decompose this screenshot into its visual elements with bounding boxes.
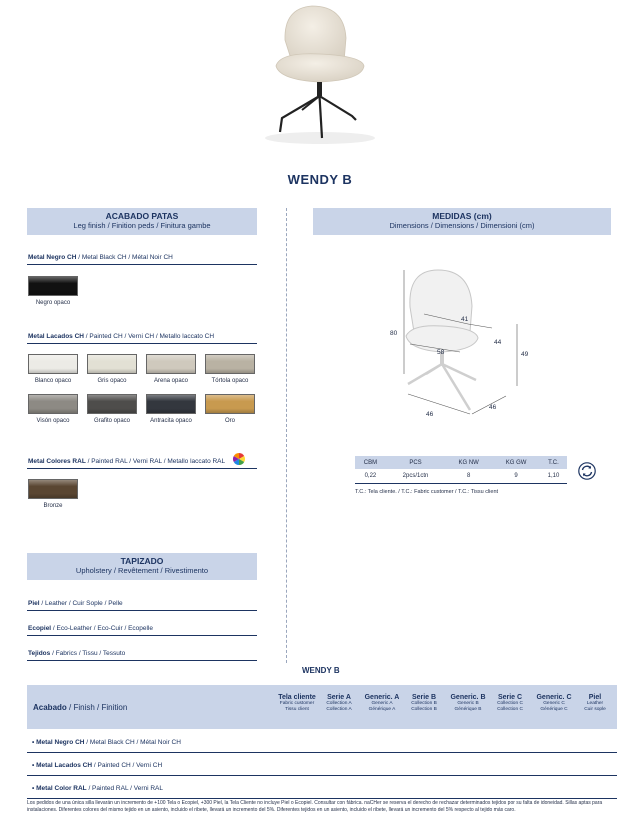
upholstery-subtitle: Upholstery / Revêtement / Rivestimento — [75, 566, 209, 575]
finish-group-rule — [27, 468, 257, 469]
finish-group-rule — [27, 264, 257, 265]
col-piel: Piel Leather Cuir sople — [584, 694, 606, 712]
finish-group-rule — [27, 343, 257, 344]
leg-finish-subtitle: Leg finish / Finition peds / Finitura gambe — [73, 221, 211, 230]
spec-cell: 2pcs/1ctn — [386, 469, 445, 483]
spec-header: T.C. — [540, 456, 567, 469]
col-generic-b: Generic. B Generic B Générique B — [450, 694, 486, 712]
price-row-painted: • Metal Lacados CH / Painted CH / Verni CH — [27, 754, 617, 776]
price-row-ral: • Metal Color RAL / Painted RAL / Verni RAL — [27, 777, 617, 799]
swatch-label: Blanco opaco — [34, 378, 72, 384]
swatch-label: Visón opaco — [36, 418, 70, 424]
spec-table — [355, 456, 567, 484]
col-tela-cliente: Tela cliente Fabric customer Tissu client — [278, 694, 316, 712]
upholstery-fabrics: Tejidos / Fabrics / Tissu / Tessuto — [28, 650, 126, 657]
col-serie-a: Serie A Collection A Collection A — [326, 694, 352, 712]
swatch-label: Tórtola opaco — [211, 378, 249, 384]
col-serie-c: Serie C Collection C Collection C — [497, 694, 523, 712]
swatch-gris-opaco[interactable] — [87, 354, 137, 374]
spec-cell: 0,22 — [355, 469, 386, 483]
swatch-label: Antracita opaco — [150, 418, 192, 424]
color-wheel-icon — [232, 452, 246, 466]
swatch-arena-opaco[interactable] — [146, 354, 196, 374]
upholstery-header — [27, 553, 257, 580]
dim-height: 80 — [390, 330, 398, 337]
price-table-header — [27, 685, 617, 729]
upholstery-rule — [27, 635, 257, 636]
finish-group-title-ral: Metal Colores RAL / Painted RAL / Verni RAL / Metallo laccato RAL — [28, 458, 226, 465]
finish-group-title-painted: Metal Lacados CH / Painted CH / Verni CH / Metallo laccato CH — [28, 333, 215, 340]
swatch-label: Grafito opaco — [93, 418, 131, 424]
dimensions-title: MEDIDAS (cm) — [432, 211, 492, 221]
spec-row — [355, 469, 567, 483]
footnote: Los pedidos de una única silla llevarán un incremento de +100 Tela o Ecopiel, +300 Piel, la Tela Cliente no incluye Piel o Ecopiel. Consultar con fábrica. naCHer se reserva el derecho de rechazar determinados tejidos por su falta de idoneidad. Sillas aptas para instalaciones. Diferentes colores del mismo tejido en un asiento, incluido el ribete, llevará un incremento del 5%. Diferentes tejidos en un asiento, incluido el ribete, llevará un incremento del 5% respecto al tejido más caro. — [27, 800, 603, 813]
col-generic-a: Generic. A Generic A Générique A — [364, 694, 400, 712]
finish-column-label: Acabado / Finish / Finition — [33, 703, 128, 712]
dim-base-depth: 46 — [489, 404, 497, 411]
spec-header: KG GW — [492, 456, 540, 469]
swivel-icon — [578, 462, 596, 480]
swatch-bronze[interactable] — [28, 479, 78, 499]
dim-base-width: 46 — [426, 411, 434, 418]
product-name: WENDY B — [287, 172, 353, 187]
dimensions-header — [313, 208, 611, 235]
dimensions-subtitle: Dimensions / Dimensions / Dimensioni (cm) — [389, 221, 535, 230]
dim-width-top: 41 — [461, 316, 469, 323]
swatch-label: Arena opaco — [153, 378, 189, 384]
col-generic-c: Generic. C Generic C Générique C — [536, 694, 572, 712]
swatch-label: Oro — [224, 418, 235, 424]
spec-header-row — [355, 456, 567, 469]
price-table-title: WENDY B — [302, 666, 340, 675]
spec-cell: 9 — [492, 469, 540, 483]
swatch-label: Negro opaco — [35, 300, 71, 306]
upholstery-eco-leather: Ecopiel / Eco-Leather / Eco-Cuir / Ecopelle — [28, 625, 154, 632]
dim-depth-top: 44 — [494, 339, 502, 346]
dimension-drawing — [380, 262, 540, 427]
upholstery-title: TAPIZADO — [120, 556, 164, 566]
swatch-negro-opaco[interactable] — [28, 276, 78, 296]
upholstery-leather: Piel / Leather / Cuir Sople / Pelle — [28, 600, 123, 607]
product-photo — [240, 0, 400, 150]
spec-cell: 1,10 — [540, 469, 567, 483]
swatch-grafito-opaco[interactable] — [87, 394, 137, 414]
spec-cell: 8 — [445, 469, 492, 483]
tc-note: T.C.: Tela cliente. / T.C.: Fabric customer / T.C.: Tissu client — [355, 489, 499, 495]
swatch-oro[interactable] — [205, 394, 255, 414]
upholstery-rule — [27, 610, 257, 611]
price-row-black: • Metal Negro CH / Metal Black CH / Métal Noir CH — [27, 731, 617, 753]
finish-group-title-black: Metal Negro CH / Metal Black CH / Métal Noir CH — [28, 254, 173, 261]
upholstery-rule — [27, 660, 257, 661]
spec-header: PCS — [386, 456, 445, 469]
swatch-label: Bronze — [43, 503, 63, 509]
leg-finish-title: ACABADO PATAS — [105, 211, 179, 221]
swatch-antracita-opaco[interactable] — [146, 394, 196, 414]
leg-finish-header — [27, 208, 257, 235]
swatch-blanco-opaco[interactable] — [28, 354, 78, 374]
column-divider — [286, 208, 287, 663]
spec-header: KG NW — [445, 456, 492, 469]
swatch-tortola-opaco[interactable] — [205, 354, 255, 374]
swatch-vison-opaco[interactable] — [28, 394, 78, 414]
spec-header: CBM — [355, 456, 386, 469]
dim-seat-height: 49 — [521, 351, 529, 358]
swatch-label: Gris opaco — [97, 378, 127, 384]
dim-seat-depth: 58 — [437, 349, 445, 356]
col-serie-b: Serie B Collection B Collection B — [411, 694, 437, 712]
